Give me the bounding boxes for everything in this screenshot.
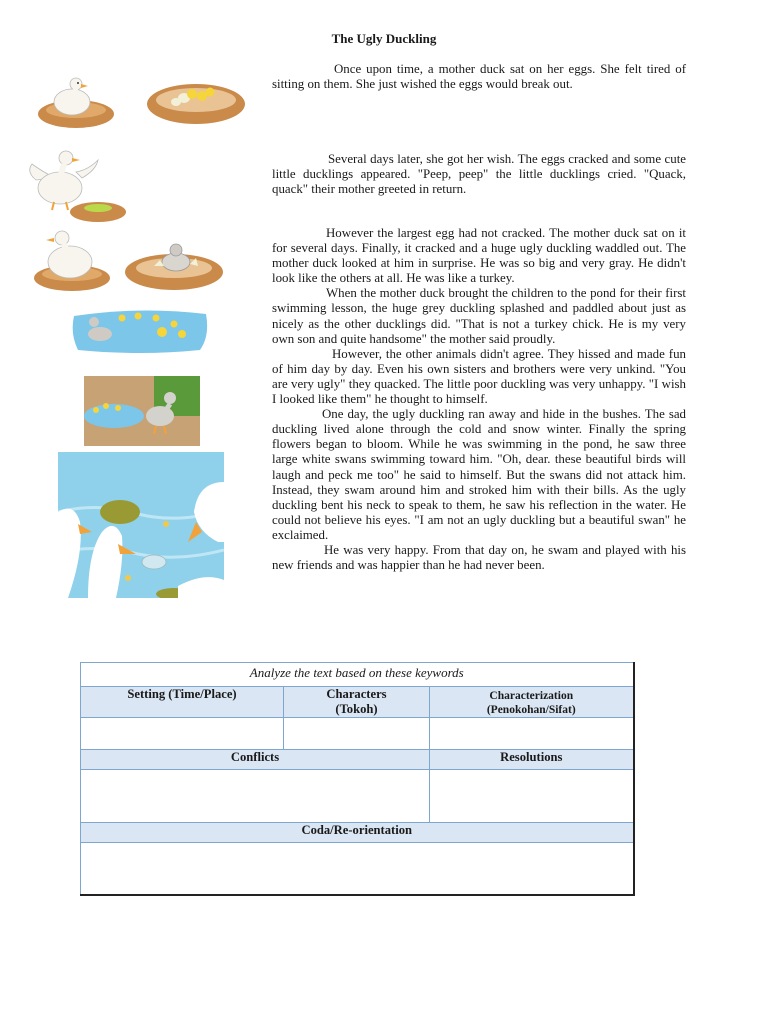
cracked-egg-nest-icon (124, 242, 224, 292)
story-body (272, 226, 686, 573)
swans-meeting-duckling-icon (58, 452, 224, 598)
resolutions-header: Resolutions (430, 750, 634, 770)
coda-header: Coda/Re-orientation (81, 823, 634, 843)
duck-on-nest-icon (36, 74, 116, 130)
paragraph-text: However the largest egg had not cracked. The mother duck sat on it for several days. Finally, it cracked and a huge ugly duckling waddled out. The mother duck looked at him in surprise. He was so big and very gray. He didn't look like the others at all. He was like a turkey. (272, 226, 686, 286)
characters-header (284, 687, 430, 718)
coda-answer-cell[interactable] (81, 843, 634, 895)
ducklings-in-nest-icon (146, 78, 246, 126)
characterization-answer-cell[interactable] (430, 718, 634, 750)
setting-answer-cell[interactable] (81, 718, 284, 750)
characterization-sublabel: (Penokohan/Sifat) (486, 704, 576, 716)
resolutions-answer-cell[interactable] (430, 770, 634, 823)
paragraph-text: Once upon time, a mother duck sat on her eggs. She felt tired of sitting on them. She just wished the eggs would break out. (272, 62, 686, 92)
duck-sitting-icon (32, 226, 112, 292)
ducks-swimming-icon (70, 306, 210, 354)
setting-label: Setting (Time/Place) (127, 687, 237, 701)
characters-sublabel: (Tokoh) (335, 702, 378, 716)
story-paragraph-2 (272, 152, 686, 197)
characters-label: Characters (326, 687, 387, 701)
characterization-header (430, 687, 634, 718)
paragraph-text: Several days later, she got her wish. The eggs cracked and some cute little ducklings appeared. "Peep, peep" the little ducklings cried. "Quack, quack" their mother greeted in return. (272, 152, 686, 197)
characterization-label: Characterization (489, 690, 574, 702)
paragraph-text: He was very happy. From that day on, he swam and played with his new friends and was happier than he had never been. (272, 542, 686, 573)
table-caption: Analyze the text based on these keywords (81, 663, 634, 687)
paragraph-text: One day, the ugly duckling ran away and hide in the bushes. The sad duckling lived alone through the cold and snow winter. Finally the spring flowers began to bloom. While he was swimming in the pond, he saw three large white swans swimming toward him. "Oh, dear. these beautiful birds will laugh and peck me too" he said to himself. But the swans did not attack him. Instead, they swam around him and stroked him with their bills. As the ugly duckling bent his neck to speak to them, he saw his reflection in the water. He could not believe his eyes. "I am not an ugly duckling but a beautiful swan" he exclaimed. (272, 407, 686, 542)
characters-answer-cell[interactable] (284, 718, 430, 750)
analysis-table (80, 662, 635, 896)
story-paragraph-1 (272, 62, 686, 92)
mother-duck-with-nest-icon (26, 150, 130, 224)
paragraph-text: When the mother duck brought the children to the pond for their first swimming lesson, the huge grey duckling splashed and paddled about just as nicely as the other ducklings did. "That is not a turkey chick. He is my very own son and quite handsome" the mother said proudly. (272, 286, 686, 346)
conflicts-answer-cell[interactable] (81, 770, 430, 823)
story-title: The Ugly Duckling (331, 31, 437, 46)
conflicts-header: Conflicts (81, 750, 430, 770)
setting-header (81, 687, 284, 718)
duck-at-pond-icon (84, 376, 200, 446)
paragraph-text: However, the other animals didn't agree. They hissed and made fun of him day by day. Even his own sisters and brothers were very unkind. "You are very ugly" they quacked. The little poor duckling was very unhappy. "I wish I looked like them" he thought to himself. (272, 346, 686, 407)
